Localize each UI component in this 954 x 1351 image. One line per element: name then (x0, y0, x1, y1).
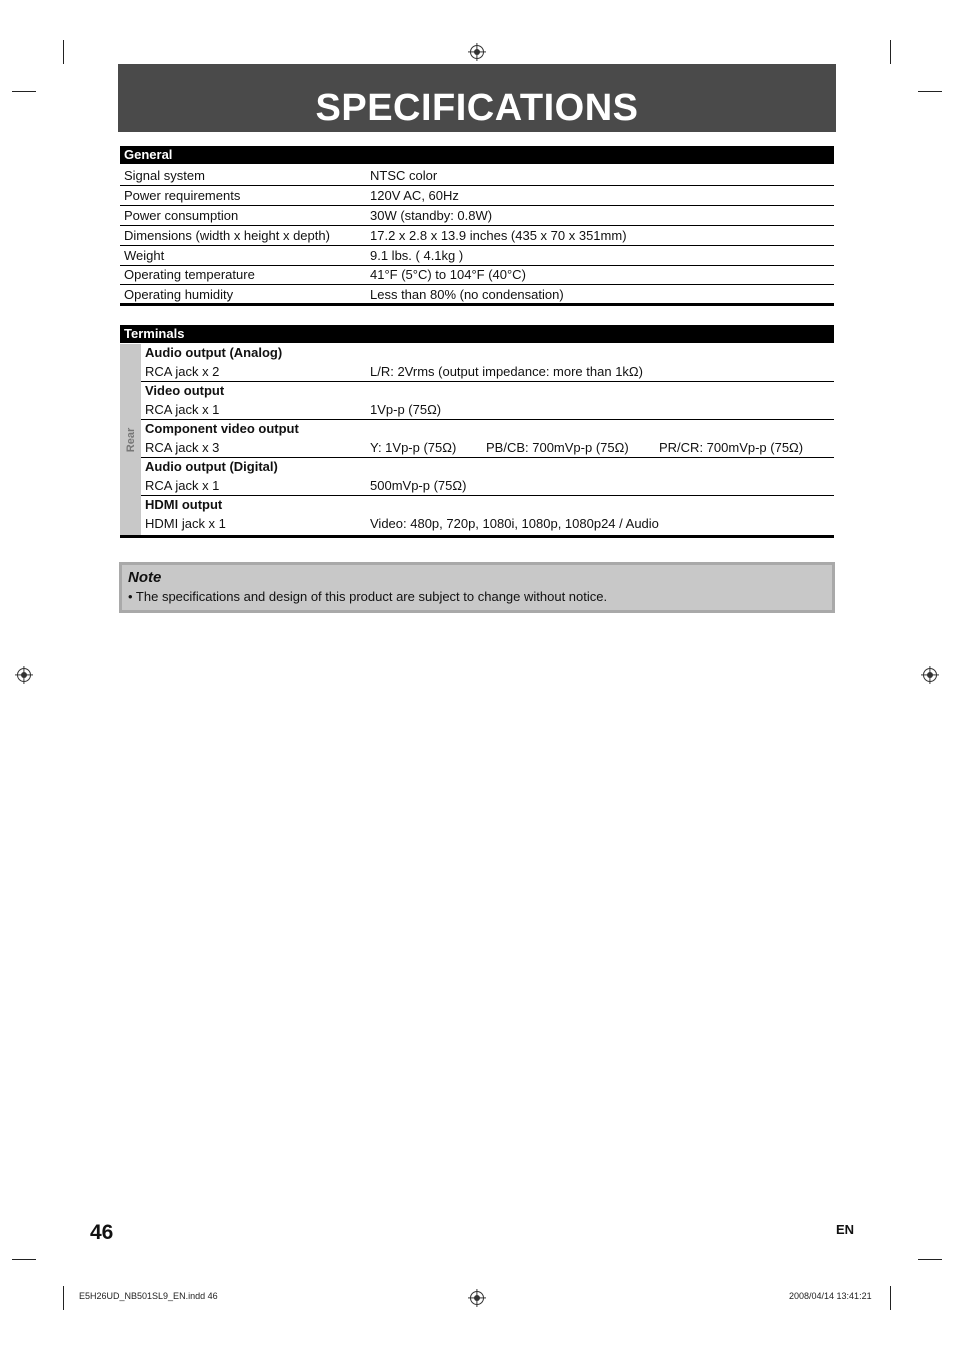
spec-row-signal-system (120, 166, 834, 186)
terminal-row-audio-digital (141, 458, 834, 496)
spec-label: Power requirements (124, 188, 241, 203)
spec-value: 30W (standby: 0.8W) (370, 208, 493, 223)
spec-label: Weight (124, 248, 165, 263)
terminal-spec: Video: 480p, 720p, 1080i, 1080p, 1080p24 / Audio (370, 516, 659, 531)
spec-row-dimensions (120, 226, 834, 246)
terminal-row-hdmi (141, 496, 834, 534)
spec-value: Less than 80% (no condensation) (370, 287, 564, 302)
page-title: SPECIFICATIONS (315, 87, 639, 129)
spec-label: Signal system (124, 168, 205, 183)
crop-mark (890, 1286, 891, 1310)
crop-mark (63, 1286, 64, 1310)
terminal-spec: 500mVp-p (75Ω) (370, 478, 467, 493)
terminal-name: Audio output (Digital) (145, 459, 278, 474)
page-number: 46 (90, 1221, 114, 1244)
terminal-row-video (141, 382, 834, 420)
terminals-heading: Terminals (120, 325, 834, 343)
registration-mark-icon (923, 668, 937, 682)
crop-mark (890, 40, 891, 64)
crop-mark (918, 91, 942, 92)
table-rule (120, 535, 834, 538)
terminal-jack: RCA jack x 3 (145, 440, 220, 455)
table-rule (120, 303, 834, 306)
terminal-row-audio-analog (141, 344, 834, 382)
rear-label: Rear (125, 427, 137, 453)
spec-label: Operating humidity (124, 287, 234, 302)
spec-label: Dimensions (width x height x depth) (124, 228, 330, 243)
terminal-jack: RCA jack x 1 (145, 478, 220, 493)
title-banner (118, 64, 836, 132)
note-panel (122, 565, 832, 610)
terminal-spec: 1Vp-p (75Ω) (370, 402, 442, 417)
spec-row-power-requirements (120, 186, 834, 206)
spec-value: NTSC color (370, 168, 438, 183)
terminal-spec-pb: PB/CB: 700mVp-p (75Ω) (486, 440, 629, 455)
crop-mark (12, 1259, 36, 1260)
general-heading: General (120, 146, 834, 164)
terminal-name: Component video output (145, 421, 299, 436)
spec-label: Power consumption (124, 208, 239, 223)
terminal-spec: Y: 1Vp-p (75Ω) (370, 440, 457, 455)
terminal-jack: HDMI jack x 1 (145, 516, 226, 531)
footer-timestamp: 2008/04/14 13:41:21 (789, 1291, 872, 1301)
spec-row-weight (120, 246, 834, 266)
terminal-name: HDMI output (145, 497, 223, 512)
spec-row-power-consumption (120, 206, 834, 226)
terminal-spec: L/R: 2Vrms (output impedance: more than 1kΩ) (370, 364, 643, 379)
registration-mark-icon (470, 1291, 484, 1305)
terminal-spec-pr: PR/CR: 700mVp-p (75Ω) (659, 440, 804, 455)
terminal-name: Video output (145, 383, 225, 398)
footer-file: E5H26UD_NB501SL9_EN.indd 46 (79, 1291, 218, 1301)
spec-value: 41°F (5°C) to 104°F (40°C) (370, 267, 526, 282)
spec-row-operating-humidity (120, 285, 834, 305)
terminal-name: Audio output (Analog) (145, 345, 283, 360)
crop-mark (918, 1259, 942, 1260)
spec-row-operating-temperature (120, 265, 834, 285)
note-text: • The specifications and design of this product are subject to change without notice. (128, 589, 608, 604)
terminal-row-component-video (141, 420, 834, 458)
spec-value: 17.2 x 2.8 x 13.9 inches (435 x 70 x 351mm) (370, 228, 627, 243)
note-title: Note (128, 569, 162, 586)
note-box (119, 562, 835, 613)
spec-value: 120V AC, 60Hz (370, 188, 459, 203)
crop-mark (12, 91, 36, 92)
crop-mark (63, 40, 64, 64)
registration-mark-icon (470, 45, 484, 59)
terminal-jack: RCA jack x 1 (145, 402, 220, 417)
registration-mark-icon (17, 668, 31, 682)
spec-label: Operating temperature (124, 267, 255, 282)
terminal-jack: RCA jack x 2 (145, 364, 220, 379)
language-tag: EN (836, 1222, 855, 1237)
spec-value: 9.1 lbs. ( 4.1kg ) (370, 248, 464, 263)
